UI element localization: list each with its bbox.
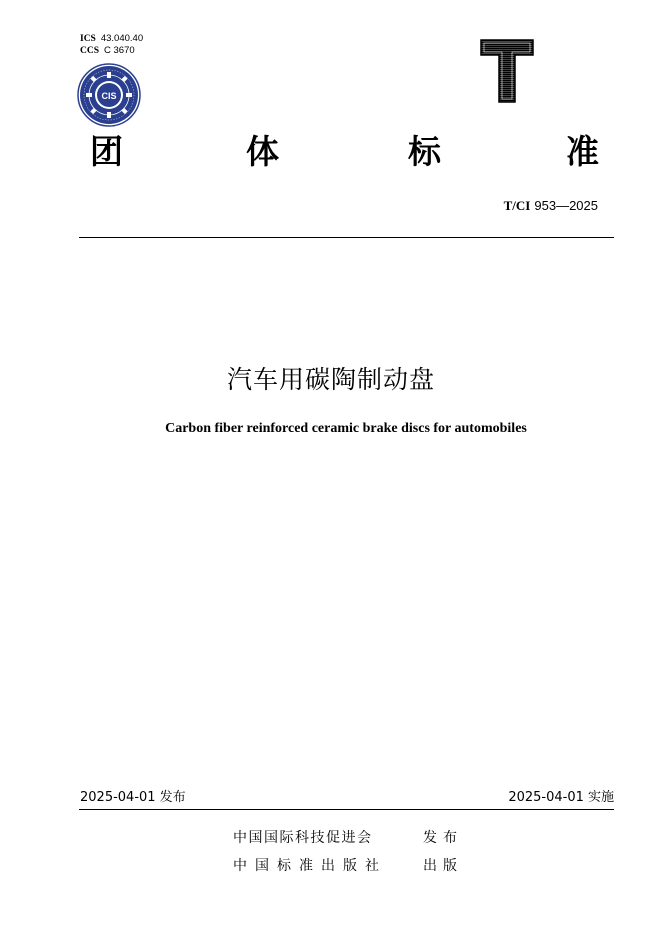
ccs-value: C 3670: [104, 45, 135, 56]
ccs-row: [80, 45, 143, 57]
group-standard-t-mark: [479, 38, 535, 104]
top-divider: [79, 237, 614, 238]
implementation-date: 2025-04-01 实施: [508, 790, 614, 805]
document-title-chinese: 汽车用碳陶制动盘: [226, 365, 435, 394]
bottom-divider: [79, 809, 614, 810]
issuing-organization: 中国国际科技促进会: [233, 830, 373, 846]
classification-codes: [80, 33, 143, 57]
standard-number-value: 953—2025: [534, 198, 598, 213]
publishing-action: 出版: [423, 858, 463, 874]
issuing-action: 发布: [423, 830, 463, 846]
issue-date: 2025-04-01 发布: [80, 790, 186, 805]
standard-type-char-2: 体: [246, 132, 279, 171]
standard-number-prefix: T/CI: [503, 198, 531, 213]
ics-key: ICS: [80, 34, 96, 44]
document-title-english: Carbon fiber reinforced ceramic brake discs for automobiles: [165, 421, 527, 436]
standard-number: [504, 198, 598, 214]
publishing-press: 中国标准出版社: [233, 858, 387, 874]
logo-text: CIS: [101, 91, 117, 101]
standard-type-char-4: 准: [566, 132, 599, 171]
standard-type-char-1: 团: [90, 132, 123, 171]
standard-type-char-3: 标: [408, 132, 441, 171]
ics-value: 43.040.40: [100, 33, 144, 44]
organization-seal-logo: [77, 63, 141, 127]
ccs-key: CCS: [80, 46, 100, 56]
ics-row: [80, 33, 143, 45]
standard-type-heading: [86, 132, 610, 176]
